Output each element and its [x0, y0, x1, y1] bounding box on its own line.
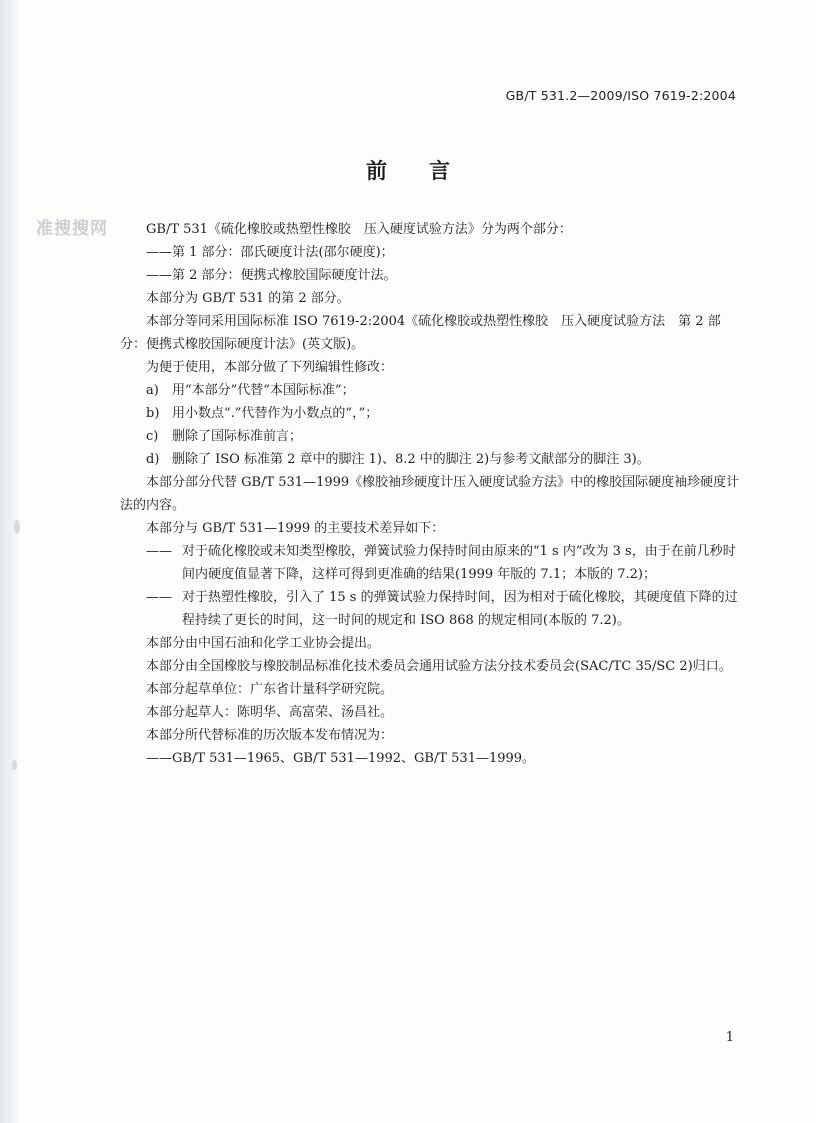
- paragraph-previous-editions: 本部分所代替标准的历次版本发布情况为：: [146, 728, 394, 743]
- dash-item-text: GB/T 531—1965、GB/T 531—1992、GB/T 531—1999。: [172, 751, 536, 766]
- list-item-label: a): [146, 383, 159, 398]
- paragraph-drafting-unit: 本部分起草单位：广东省计量科学研究院。: [146, 682, 394, 697]
- dash-item-text: 对于热塑性橡胶，引入了 15 s 的弹簧试验力保持时间，因为相对于硫化橡胶，其硬度值下降的过程持续了更长的时间，这一时间的规定和 ISO 868 的规定相同(本版的 7.2)。: [182, 590, 738, 628]
- paragraph-under-jurisdiction: 本部分由全国橡胶与橡胶制品标准化技术委员会通用试验方法分技术委员会(SAC/TC 35/SC 2)归口。: [146, 659, 732, 674]
- dash-mark: ——: [146, 245, 172, 260]
- scan-speck: [14, 520, 20, 534]
- page-number: 1: [725, 1030, 734, 1045]
- list-item-b: [120, 402, 744, 425]
- scan-speck: [12, 760, 17, 770]
- dash-item-editions: [120, 747, 744, 770]
- list-item-label: c): [146, 429, 159, 444]
- list-item-text: 删除了国际标准前言；: [172, 429, 303, 444]
- dash-item-difference-2: [120, 586, 744, 632]
- paragraph-equivalent-adoption: 本部分等同采用国际标准 ISO 7619-2:2004《硫化橡胶或热塑性橡胶 压入硬度试验方法 第 2 部分：便携式橡胶国际硬度计法》(英文版)。: [120, 314, 721, 352]
- dash-mark: ——: [146, 544, 172, 559]
- paragraph-replaces: 本部分部分代替 GB/T 531—1999《橡胶袖珍硬度计压入硬度试验方法》中的橡胶国际硬度袖珍硬度计法的内容。: [120, 475, 740, 513]
- paragraph-proposed-by: 本部分由中国石油和化学工业协会提出。: [146, 636, 381, 651]
- paragraph-drafters: 本部分起草人：陈明华、高富荣、汤昌社。: [146, 705, 394, 720]
- list-item-a: [120, 379, 744, 402]
- list-item-label: b): [146, 406, 160, 421]
- dash-item-text: 对于硫化橡胶或未知类型橡胶，弹簧试验力保持时间由原来的“1 s 内”改为 3 s，由于在前几秒时间内硬度值显著下降，这样可得到更准确的结果(1999 年版的 7.1；本版的 7.2)；: [182, 544, 736, 582]
- paragraph-part-of: 本部分为 GB/T 531 的第 2 部分。: [146, 291, 350, 306]
- dash-mark: ——: [146, 751, 172, 766]
- watermark-text: 准搜搜网: [36, 219, 108, 239]
- list-item-text: 删除了 ISO 标准第 2 章中的脚注 1)、8.2 中的脚注 2)与参考文献部分的脚注 3)。: [172, 452, 650, 467]
- page-title: 前言: [366, 159, 492, 183]
- foreword-body: [120, 218, 744, 770]
- paragraph-parts-intro: GB/T 531《硫化橡胶或热塑性橡胶 压入硬度试验方法》分为两个部分：: [146, 222, 572, 237]
- dash-mark: ——: [146, 590, 172, 605]
- dash-item-text: 第 2 部分：便携式橡胶国际硬度计法。: [172, 268, 397, 283]
- dash-mark: ——: [146, 268, 172, 283]
- paragraph-editorial-intro: 为便于使用，本部分做了下列编辑性修改：: [146, 360, 394, 375]
- dash-item-part1: [120, 241, 744, 264]
- dash-item-text: 第 1 部分：邵氏硬度计法(邵尔硬度)；: [172, 245, 394, 260]
- list-item-d: [120, 448, 744, 471]
- standard-code-header: GB/T 531.2—2009/ISO 7619-2:2004: [505, 88, 736, 103]
- list-item-text: 用“本部分”代替“本国际标准”；: [172, 383, 355, 398]
- list-item-label: d): [146, 452, 160, 467]
- dash-item-part2: [120, 264, 744, 287]
- dash-item-difference-1: [120, 540, 744, 586]
- list-item-text: 用小数点“.”代替作为小数点的“，”；: [172, 406, 379, 421]
- list-item-c: [120, 425, 744, 448]
- paragraph-differences-intro: 本部分与 GB/T 531—1999 的主要技术差异如下：: [146, 521, 445, 536]
